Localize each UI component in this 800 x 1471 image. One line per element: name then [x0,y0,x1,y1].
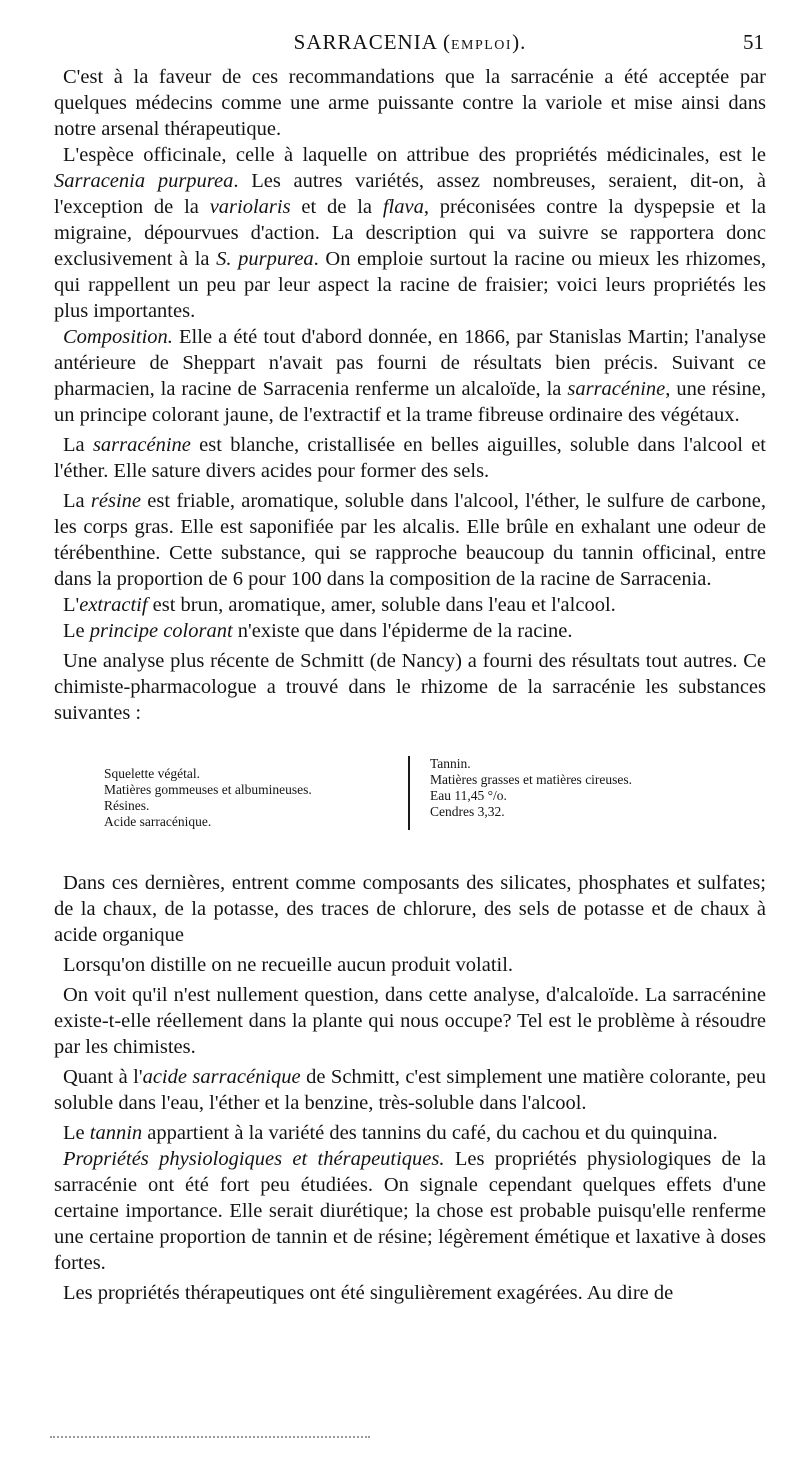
paragraph-11: On voit qu'il n'est nullement question, dans cette analyse, d'alcaloïde. La sarracénine existe-t-elle réellement dans la plante qui nous occupe? Tel est le problème à résoudre par les chimistes. [54,984,766,1058]
composition-item: Squelette végétal. [104,766,200,781]
composition-item: Résines. [104,798,150,813]
paragraph-15: Les propriétés thérapeutiques ont été singulièrement exagérées. Au dire de [63,1282,674,1304]
italic-term: Sarracenia purpurea [54,170,234,192]
composition-item: Matières grasses et matières cireuses. [430,772,633,787]
composition-table [104,756,766,830]
running-title-small: EMPLOI [450,38,513,53]
paragraph-6: L'extractif est brun, aromatique, amer, soluble dans l'eau et l'alcool. [63,594,616,616]
composition-column-right [408,756,728,830]
italic-term: résine [90,490,142,512]
paragraph-1: C'est à la faveur de ces recommandations que la sarracénie a été acceptée par quelques médecins comme une arme puissante contre la variole et mise ainsi dans notre arsenal thérapeutique. [54,66,766,140]
composition-column-left [104,762,408,830]
paragraph-13: Le tannin appartient à la variété des tannins du café, du cachou et du quinquina. [63,1122,718,1144]
running-title [54,30,766,55]
italic-term: variolaris [209,196,291,218]
composition-item: Cendres 3,32. [430,804,505,819]
italic-term: flava [382,196,424,218]
page-number: 51 [743,30,764,54]
section-heading-composition: Composition. [63,326,173,348]
paragraph-2: L'espèce officinale, celle à laquelle on attribue des propriétés médicinales, est le Sarracenia purpurea. Les autres variétés, assez nombreuses, seraient, dit-on, à l'exception de la variolaris et de la flava, préconisées contre la dyspepsie et la migraine, dépourvues d'action. La description qui va suivre se rapportera donc exclusivement à la S. purpurea. On emploie surtout la racine ou mieux les rhizomes, qui rappellent un peu par leur aspect la racine de fraisier; voici leurs propriétés les plus importantes. [54,144,766,322]
italic-term: acide sarracénique [142,1066,301,1088]
italic-term: sarracénine [567,378,666,400]
page-body [54,64,766,1306]
italic-term: principe colorant [89,620,233,642]
italic-term: S. purpurea [216,248,314,270]
running-title-main: SARRACENIA ( [293,30,451,54]
paragraph-14: Propriétés physiologiques et thérapeutiques. Les propriétés physiologiques de la sarracénie ont été fort peu étudiées. On signale cependant quelques effets d'une certaine importance. Elle serait diurétique; la chose est probable puisqu'elle renferme une certaine proportion de tannin et de résine; légèrement émétique et laxative à doses fortes. [54,1148,766,1274]
paragraph-5: La résine est friable, aromatique, soluble dans l'alcool, l'éther, le sulfure de carbone, les corps gras. Elle est saponifiée par les alcalis. Elle brûle en exhalant une odeur de térébenthine. Cette substance, qui se rapproche beaucoup du tannin officinal, entre dans la proportion de 6 pour 100 dans la composition de la racine de Sarracenia. [54,490,766,590]
composition-item: Tannin. [430,756,471,771]
paragraph-10: Lorsqu'on distille on ne recueille aucun produit volatil. [63,954,514,976]
italic-term: extractif [79,594,148,616]
composition-item: Acide sarracénique. [104,814,212,829]
section-heading-properties: Propriétés physiologiques et thérapeutiques. [63,1148,445,1170]
composition-item: Eau 11,45 °/o. [430,788,507,803]
composition-item: Matières gommeuses et albumineuses. [104,782,312,797]
scan-footer-noise [50,1436,370,1441]
italic-term: sarracénine [92,434,191,456]
running-title-end: ). [512,30,527,54]
paragraph-7: Le principe colorant n'existe que dans l'épiderme de la racine. [63,620,573,642]
paragraph-8: Une analyse plus récente de Schmitt (de Nancy) a fourni des résultats tout autres. Ce chimiste-pharmacologue a trouvé dans le rhizome de la sarracénie les substances suivantes : [54,650,766,724]
paragraph-3: Composition. Elle a été tout d'abord donnée, en 1866, par Stanislas Martin; l'analyse antérieure de Sheppart n'avait pas fourni de résultats bien précis. Suivant ce pharmacien, la racine de Sarracenia renferme un alcaloïde, la sarracénine, une résine, un principe colorant jaune, de l'extractif et la trame fibreuse ordinaire des végétaux. [54,326,766,426]
italic-term: tannin [89,1122,143,1144]
paragraph-9: Dans ces dernières, entrent comme composants des silicates, phosphates et sulfates; de la chaux, de la potasse, des traces de chlorure, des sels de potasse et de chaux à acide organique [54,872,766,946]
paragraph-4: La sarracénine est blanche, cristallisée en belles aiguilles, soluble dans l'alcool et l'éther. Elle sature divers acides pour former des sels. [54,434,766,482]
page-header [54,30,766,60]
paragraph-12: Quant à l'acide sarracénique de Schmitt, c'est simplement une matière colorante, peu soluble dans l'eau, l'éther et la benzine, très-soluble dans l'alcool. [54,1066,766,1114]
